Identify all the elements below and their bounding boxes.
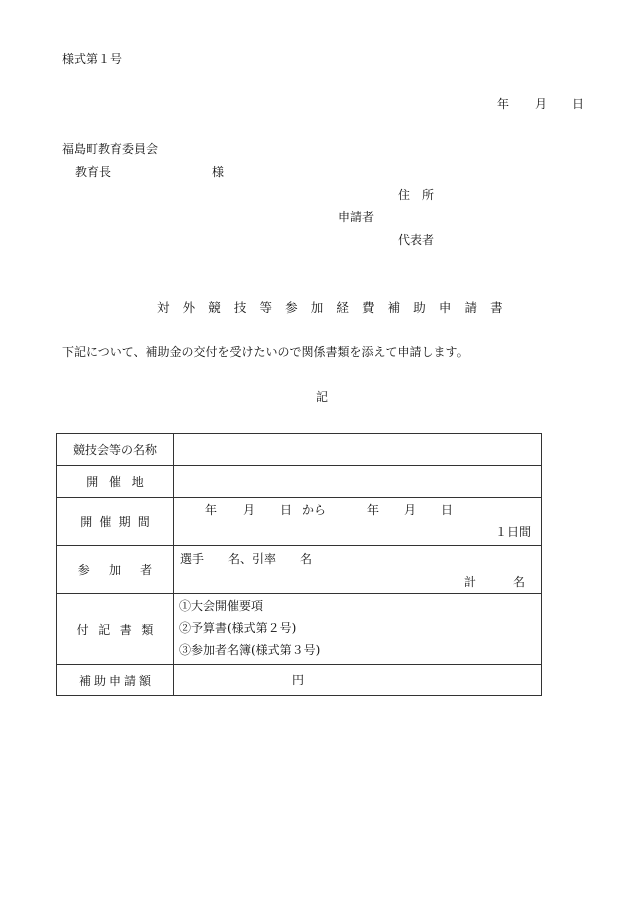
amount-label: 補助申請額	[78, 673, 154, 688]
date-day: 日	[572, 97, 585, 111]
row-participants	[57, 546, 542, 594]
address-label: 住 所	[398, 188, 435, 202]
period-month2: 月	[404, 503, 417, 517]
form-number: 様式第１号	[62, 52, 123, 66]
period-value	[174, 498, 542, 546]
application-table	[56, 433, 542, 696]
participants-total-unit: 名	[512, 575, 525, 589]
period-day1: 日	[280, 503, 293, 517]
representative-label: 代表者	[398, 233, 435, 247]
period-year2: 年	[367, 503, 380, 517]
period-from: から	[302, 503, 327, 517]
event-name-value	[174, 434, 542, 466]
addressee-honorific: 様	[212, 165, 225, 179]
documents-label: 付記書類	[76, 622, 163, 637]
event-name-label: 競技会等の名称	[57, 434, 174, 466]
participants-total: 計	[464, 575, 477, 589]
amount-unit: 円	[292, 673, 305, 687]
period-year1: 年	[205, 503, 218, 517]
venue-value	[174, 466, 542, 498]
participants-value	[174, 546, 542, 594]
applicant-label: 申請者	[338, 210, 375, 224]
documents-value	[174, 594, 542, 665]
row-documents	[57, 594, 542, 665]
statement: 下記について、補助金の交付を受けたいので関係書類を添えて申請します。	[62, 345, 469, 359]
date-year: 年	[497, 97, 510, 111]
document-item: ②予算書(様式第２号)	[179, 621, 297, 635]
period-days: １日間	[494, 525, 531, 539]
amount-value	[174, 665, 542, 696]
participants-label: 参加者	[77, 563, 172, 577]
document-item: ③参加者名簿(様式第３号)	[179, 643, 321, 657]
period-day2: 日	[441, 503, 454, 517]
period-label: 開催期間	[80, 515, 157, 529]
participants-line: 選手 名、引率 名	[180, 552, 313, 566]
row-amount	[57, 665, 542, 696]
period-month1: 月	[243, 503, 256, 517]
row-venue	[57, 466, 542, 498]
document-title: 対外競技等参加経費補助申請書	[157, 300, 516, 315]
date-month: 月	[535, 97, 548, 111]
row-event-name	[57, 434, 542, 466]
addressee-title: 教育長	[75, 165, 112, 179]
ki-heading: 記	[316, 390, 329, 404]
document-item: ①大会開催要項	[179, 599, 264, 613]
venue-label: 開催地	[86, 475, 155, 489]
addressee-board: 福島町教育委員会	[62, 142, 159, 156]
row-period	[57, 498, 542, 546]
